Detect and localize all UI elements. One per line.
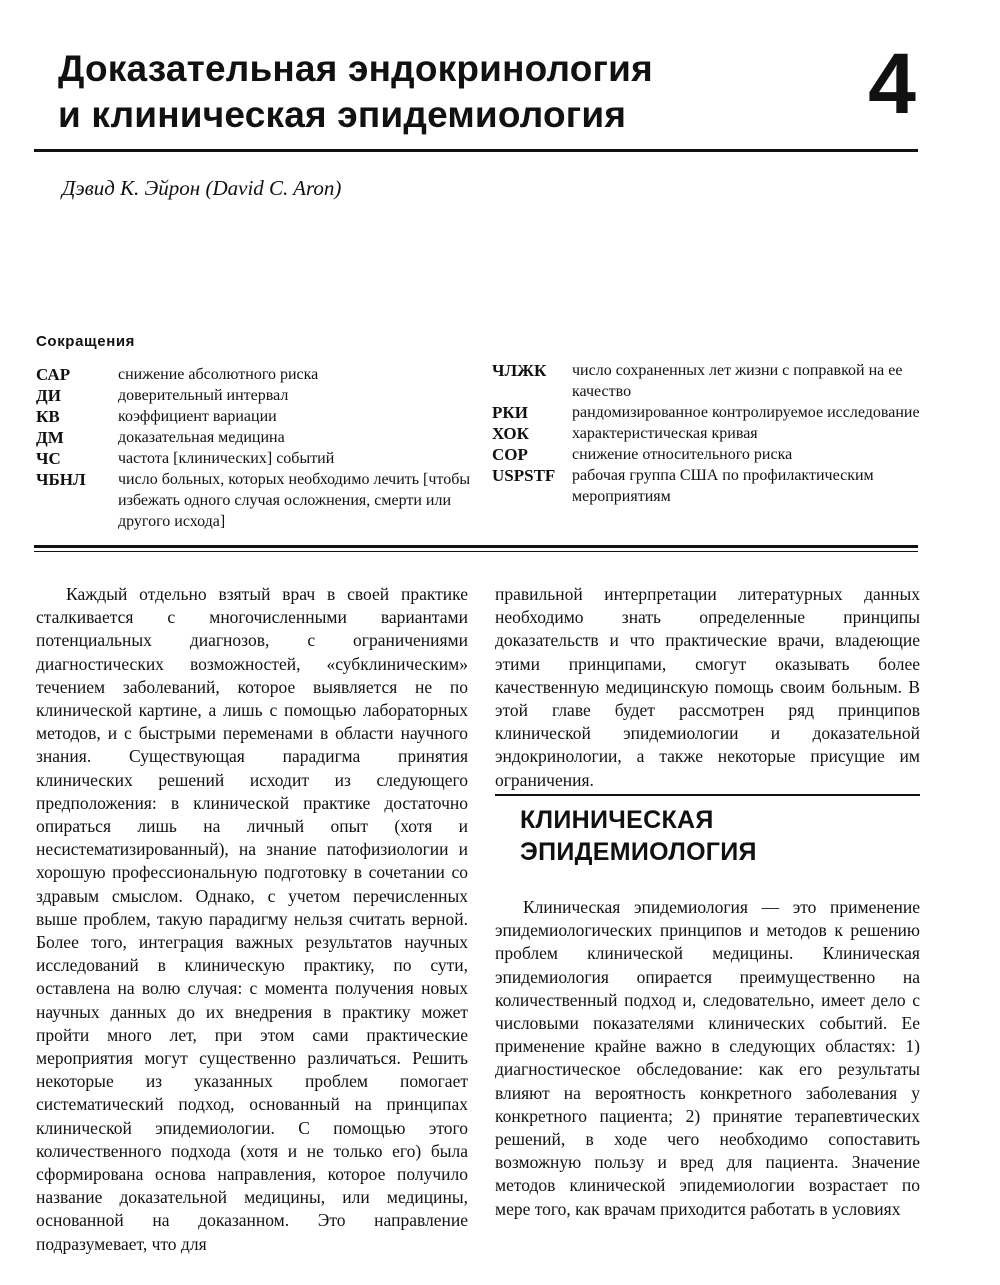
section-heading-rule bbox=[495, 794, 920, 796]
abbreviation-row bbox=[36, 385, 476, 406]
abbreviation-row bbox=[492, 465, 922, 507]
abbreviations-list-left bbox=[36, 364, 476, 532]
abbreviation-definition: частота [клинических] событий bbox=[118, 450, 335, 467]
body-paragraph-right-top: правильной интерпретации литературных данных необходимо знать определенные принципы доказательств и что практические врачи, владеющие этими принципами, смогут оказывать более качественную медицинскую помощь своим больным. В этой главе будет рассмотрен ряд принципов клинической эпидемиологии и доказательной эндокринологии, а также некоторые присущие им ограничения. bbox=[495, 584, 920, 790]
abbreviation-definition: рандомизированное контролируемое исследование bbox=[572, 404, 920, 421]
abbreviation-code: ЧЛЖК bbox=[492, 361, 547, 380]
abbreviation-code: КВ bbox=[36, 407, 60, 426]
abbreviation-code: ДМ bbox=[36, 428, 64, 447]
abbreviation-row bbox=[36, 427, 476, 448]
abbreviation-definition: характеристическая кривая bbox=[572, 425, 758, 442]
author-line: Дэвид К. Эйрон (David C. Aron) bbox=[62, 176, 342, 200]
abbreviation-code: USPSTF bbox=[492, 466, 556, 485]
abbreviation-definition: коэффициент вариации bbox=[118, 408, 277, 425]
title-divider bbox=[34, 149, 918, 152]
section-heading-line-1: КЛИНИЧЕСКАЯ bbox=[520, 806, 714, 834]
abbreviation-code: ДИ bbox=[36, 386, 61, 405]
section-heading-line-2: ЭПИДЕМИОЛОГИЯ bbox=[520, 838, 757, 866]
abbreviation-code: ХОК bbox=[492, 424, 529, 443]
body-paragraph-right-bottom: Клиническая эпидемиология — это применение эпидемиологических принципов и методов к решению проблем клинической медицины. Клиническая эпидемиология опирается преимущественно на количественный подход и, следовательно, имеет дело с числовыми показателями клинических событий. Ее применение крайне важно в следующих областях: 1) диагностическое обследование: как его результаты влияют на вероятность конкретного заболевания у конкретного пациента; 2) принятие терапевтических решений, в ходе чего необходимо сопоставить возможную пользу и вред для пациента. Значение методов клинической эпидемиологии возрастает по мере того, как врачам приходится работать в условиях bbox=[495, 897, 920, 1219]
abbreviations-list-right bbox=[492, 360, 922, 507]
abbreviation-definition: число больных, которых необходимо лечить [чтобы избежать одного случая осложнения, смерти или другого исхода] bbox=[118, 471, 471, 530]
abbreviation-code: ЧС bbox=[36, 449, 61, 468]
abbreviation-definition: число сохраненных лет жизни с поправкой на ее качество bbox=[572, 362, 903, 400]
body-paragraph-left: Каждый отдельно взятый врач в своей практике сталкивается с многочисленными вариантами потенциальных диагнозов, с ограничениями диагностических возможностей, «субклиническим» течением заболеваний, которое выявляется не по клинической картине, а лишь с помощью лабораторных методов, и с быстрыми переменами в области научного знания. Существующая парадигма принятия клинических решений исходит из следующего предположения: в клинической практике достаточно опираться лишь на личный опыт (хотя и несистематизированный), на знание патофизиологии и хорошую профессиональную подготовку в сочетании со здравым смыслом. Однако, с учетом перечисленных выше проблем, такую парадигму нельзя считать верной. Более того, интеграция важных результатов научных исследований в клиническую практику, по сути, оставлена на волю случая: с момента получения новых научных данных до их внедрения в практику может пройти много лет, при этом сами практические мероприятия могут существенно различаться. Решить некоторые из указанных проблем помогает систематический подход, основанный на принципах клинической эпидемиологии. С помощью этого количественного подхода (хотя и не только его) была сформирована основа направления, которое получило название доказательной медицины, или медицины, основанной на доказанном. Это направление подразумевает, что для bbox=[36, 584, 468, 1254]
abbreviation-definition: снижение относительного риска bbox=[572, 446, 793, 463]
abbreviation-definition: рабочая группа США по профилактическим мероприятиям bbox=[572, 467, 874, 505]
abbreviations-heading: Сокращения bbox=[36, 333, 136, 350]
abbreviation-row bbox=[492, 402, 922, 423]
abbreviation-code: РКИ bbox=[492, 403, 528, 422]
chapter-title-line-1: Доказательная эндокринология bbox=[58, 48, 653, 89]
section-divider-thin bbox=[34, 551, 918, 552]
abbreviation-row bbox=[492, 444, 922, 465]
chapter-number: 4 bbox=[868, 36, 916, 132]
abbreviation-definition: снижение абсолютного риска bbox=[118, 366, 319, 383]
chapter-title-line-2: и клиническая эпидемиология bbox=[58, 94, 627, 135]
abbreviation-row bbox=[492, 423, 922, 444]
abbreviation-row bbox=[36, 448, 476, 469]
abbreviation-code: САР bbox=[36, 365, 71, 384]
abbreviation-definition: доказательная медицина bbox=[118, 429, 285, 446]
abbreviation-row bbox=[36, 364, 476, 385]
abbreviation-row bbox=[36, 406, 476, 427]
abbreviation-code: СОР bbox=[492, 445, 528, 464]
section-divider-thick bbox=[34, 545, 918, 548]
abbreviation-row bbox=[492, 360, 922, 402]
section-heading bbox=[520, 804, 900, 868]
chapter-title bbox=[58, 46, 838, 138]
abbreviation-definition: доверительный интервал bbox=[118, 387, 289, 404]
abbreviation-row bbox=[36, 469, 476, 532]
abbreviation-code: ЧБНЛ bbox=[36, 470, 86, 489]
